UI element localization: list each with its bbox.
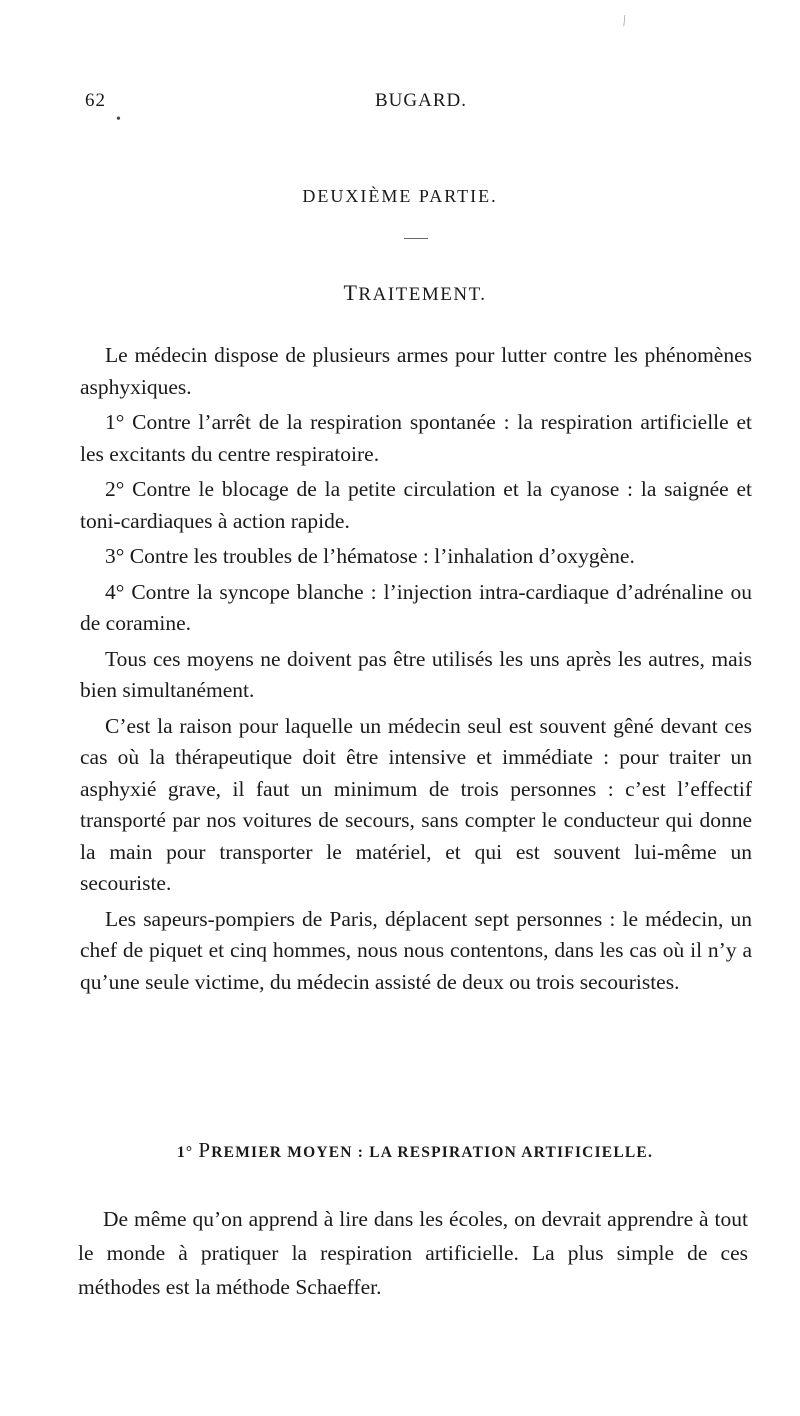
paragraph-personnel: C’est la raison pour laquelle un médecin seul est souvent gêné devant ces cas où la thérapeutique doit être intensive et immédiate : pour traiter un asphyxié grave, il faut un minimum de trois personnes : c’est l’effectif transporté par nos voitures de secours, sans compter le conducteur qui donne la main pour transporter le matériel, et qui est souvent lui-même un secouriste. xyxy=(80,713,752,895)
paragraph-closing: De même qu’on apprend à lire dans les écoles, on devrait apprendre à tout le monde à pratiquer la respiration artificielle. La plus simple de ces méthodes est la méthode Schaeffer. xyxy=(78,1207,748,1299)
paragraph-simultaneous: Tous ces moyens ne doivent pas être utilisés les uns après les autres, mais bien simultanément. xyxy=(80,646,752,702)
part-title: DEUXIÈME PARTIE. xyxy=(302,186,498,206)
running-head: BUGARD. xyxy=(375,90,467,111)
paragraph-pompiers: Les sapeurs-pompiers de Paris, déplacent sept personnes : le médecin, un chef de piquet et cinq hommes, nous nous contentons, dans les cas où il n’y a qu’une seule victime, du médecin assisté de deux ou trois secouristes. xyxy=(80,906,752,994)
ink-dot: • xyxy=(116,112,121,127)
paragraph-item-4: 4° Contre la syncope blanche : l’injection intra-cardiaque d’adrénaline ou de coramine. xyxy=(80,579,752,635)
subheading-rest: REMIER MOYEN : LA RESPIRATION ARTIFICIELLE. xyxy=(211,1144,654,1161)
paragraph-item-3: 3° Contre les troubles de l’hématose : l’inhalation d’oxygène. xyxy=(105,544,635,568)
subheading-initial: P xyxy=(198,1138,212,1162)
page-number: 62 xyxy=(85,90,106,111)
subheading-number: 1° xyxy=(176,1144,194,1161)
paragraph-item-1: 1° Contre l’arrêt de la respiration spontanée : la respiration artificielle et les excitants du centre respiratoire. xyxy=(80,410,752,466)
section-title-rest: RAITEMENT. xyxy=(358,284,487,305)
title-rule xyxy=(404,238,428,239)
section-title-initial: T xyxy=(343,280,359,305)
ink-mark: ⁄ xyxy=(620,14,630,29)
paragraph-intro: Le médecin dispose de plusieurs armes pour lutter contre les phénomènes asphyxiques. xyxy=(80,343,752,399)
section-title xyxy=(0,280,800,306)
paragraph-item-2: 2° Contre le blocage de la petite circulation et la cyanose : la saignée et toni-cardiaques à action rapide. xyxy=(80,477,752,533)
page-header xyxy=(85,90,765,120)
subsection-heading xyxy=(0,1138,800,1163)
body-text xyxy=(80,340,752,1002)
closing-text xyxy=(78,1202,748,1304)
